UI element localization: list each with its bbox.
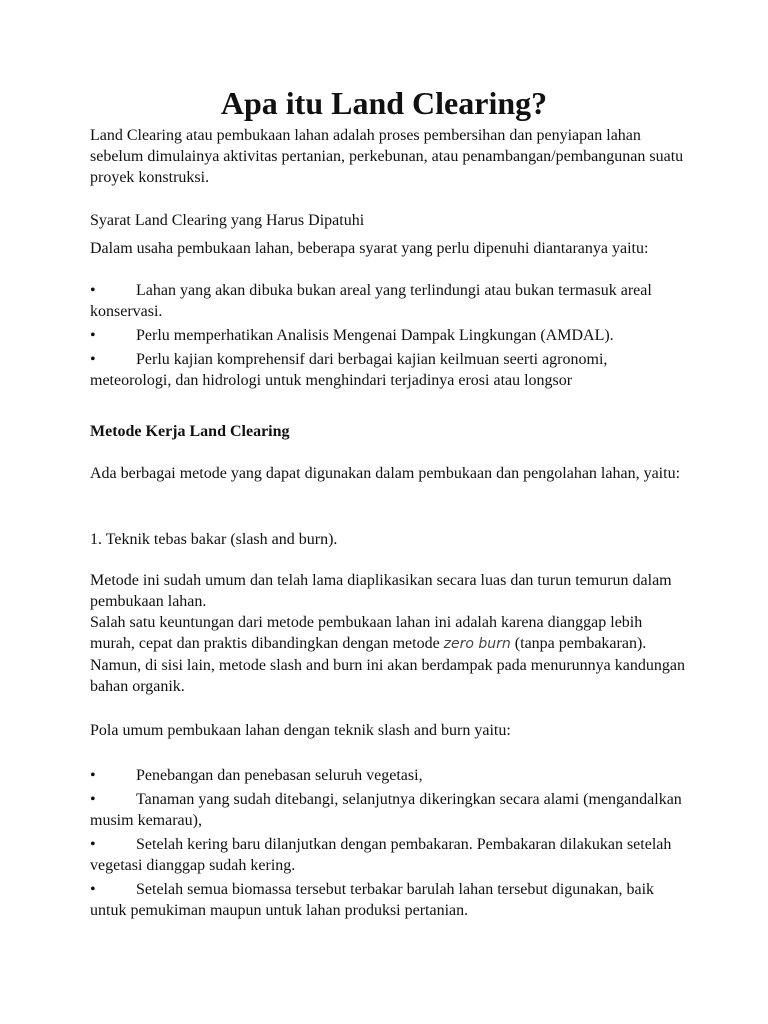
syarat-item (90, 325, 690, 346)
bullet-icon: • (90, 282, 96, 299)
metode-heading: Metode Kerja Land Clearing (90, 423, 290, 440)
document-title: Apa itu Land Clearing? (220, 85, 548, 121)
bullet-icon: • (90, 836, 96, 853)
paragraph-text: Salah satu keuntungan dari metode pembukaan lahan ini adalah karena dianggap lebih murah, cepat dan praktis dibandingkan dengan metode (90, 614, 643, 652)
pola-item (90, 765, 690, 786)
pola-item-text: Penebangan dan penebasan seluruh vegetasi, (136, 767, 423, 784)
pola-lead: Pola umum pembukaan lahan dengan teknik slash and burn yaitu: (90, 722, 511, 739)
paragraph-text: (tanpa pembakaran). Namun, di sisi lain, metode slash and burn ini akan berdampak pada menurunnya kandungan bahan organik. (90, 635, 685, 695)
pola-item (90, 789, 690, 831)
pola-item-text: Tanaman yang sudah ditebangi, selanjutnya dikeringkan secara alami (mengandalkan musim kemarau), (90, 791, 682, 829)
syarat-item-text: Perlu memperhatikan Analisis Mengenai Dampak Lingkungan (AMDAL). (136, 327, 614, 344)
pola-item (90, 879, 690, 921)
zero-burn-term: zero burn (443, 636, 511, 652)
syarat-item-text: Lahan yang akan dibuka bukan areal yang terlindungi atau bukan termasuk areal konservasi. (90, 282, 652, 320)
syarat-lead: Dalam usaha pembukaan lahan, beberapa syarat yang perlu dipenuhi diantaranya yaitu: (90, 240, 649, 257)
metode-paragraph-1: Metode ini sudah umum dan telah lama diaplikasikan secara luas dan turun temurun dalam pembukaan lahan. (90, 572, 672, 610)
syarat-item (90, 280, 690, 322)
metode-paragraph-2 (90, 612, 690, 697)
pola-item-text: Setelah semua biomassa tersebut terbakar barulah lahan tersebut digunakan, baik untuk pemukiman maupun untuk lahan produksi pertanian. (90, 881, 655, 919)
syarat-heading: Syarat Land Clearing yang Harus Dipatuhi (90, 212, 365, 229)
bullet-icon: • (90, 327, 96, 344)
bullet-icon: • (90, 791, 96, 808)
bullet-icon: • (90, 351, 96, 368)
pola-item (90, 834, 690, 876)
metode-lead: Ada berbagai metode yang dapat digunakan dalam pembukaan dan pengolahan lahan, yaitu: (90, 465, 681, 482)
pola-item-text: Setelah kering baru dilanjutkan dengan pembakaran. Pembakaran dilakukan setelah vegetasi dianggap sudah kering. (90, 836, 672, 874)
bullet-icon: • (90, 881, 96, 898)
teknik-heading: 1. Teknik tebas bakar (slash and burn). (90, 531, 338, 548)
bullet-icon: • (90, 767, 96, 784)
intro-paragraph: Land Clearing atau pembukaan lahan adalah proses pembersihan dan penyiapan lahan sebelum dimulainya aktivitas pertanian, perkebunan, atau penambangan/pembangunan suatu proyek konstruksi. (90, 127, 684, 186)
syarat-item-text: Perlu kajian komprehensif dari berbagai kajian keilmuan seerti agronomi, meteorologi, dan hidrologi untuk menghindari terjadinya erosi atau longsor (90, 351, 608, 389)
syarat-item (90, 349, 690, 391)
